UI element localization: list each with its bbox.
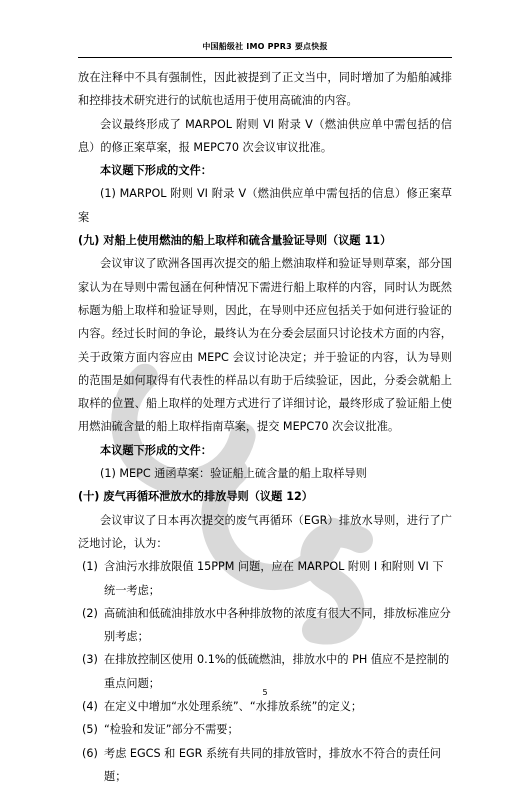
page-header: 中国船级社 IMO PPR3 要点快报 [202,42,328,51]
paragraph-sampling-guidelines: 会议审议了欧洲各国再次提交的船上燃油取样和验证导则草案，部分国家认为在导则中需包涵在何种情况下需进行船上取样的内容，同时认为既然标题为船上取样和验证导则，因此，在导则中还应包括关于如何进行验证的内容。经过长时间的争论，最终认为在分委会层面只讨论技术方面的内容，关于政策方面内容应由 MEPC 会议讨论决定；并于验证的内容，认为导则的范围是如何取得有代表性的样品以有助于后续验证，因此，分委会就船上取样的位置、船上取样的处理方式进行了详细讨论，最终形成了验证船上使用燃油硫含量的船上取样指南草案，提交 MEPC70 次会议批准。 [78,257,452,434]
list-item: (1) 含油污水排放限值 15PPM 问题，应在 MARPOL 附则 I 和附则 VI 下统一考虑； [82,560,444,597]
documents-heading: 本议题下形成的文件： [100,443,212,457]
list-item: (2) 高硫油和低硫油排放水中各种排放物的浓度有很大不同，排放标准应分别考虑； [82,606,451,644]
section-9-title: (九) 对船上使用燃油的船上取样和硫含量验证导则（议题 11） [78,234,392,248]
section-10-title: (十) 废气再循环泄放水的排放导则（议题 12） [78,490,313,504]
paragraph-amendment-summary: 会议最终形成了 MARPOL 附则 VI 附录 V（燃油供应单中需包括的信息）的修正案草案，报 MEPC70 次会议审议批准。 [78,117,452,154]
documents-heading: 本议题下形成的文件： [100,164,212,178]
paragraph-continuation: 放在注释中不具有强制性，因此被提到了正文当中，同时增加了为船舶减排和控排技术研究进行的试航也适用于使用高硫油的内容。 [78,71,452,108]
document-item: (1) MARPOL 附则 VI 附录 V（燃油供应单中需包括的信息）修正案草案 [78,187,452,224]
list-item: (3) 在排放控制区使用 0.1%的低硫燃油，排放水中的 PH 值应不是控制的重点问题； [82,653,450,690]
paragraph-egr-review: 会议审议了日本再次提交的废气再循环（EGR）排放水导则，进行了广泛地讨论，认为： [78,513,452,550]
document-body [78,66,452,788]
list-item: (5) “检验和发证”部分不需要； [82,723,239,737]
document-item: (1) MEPC 通函草案：验证船上硫含量的船上取样导则 [100,467,367,481]
header-rule [78,57,452,58]
page-number: 5 [262,688,268,697]
list-item: (6) 考虑 EGCS 和 EGR 系统有共同的排放管时，排放水不符合的责任问题； [82,746,441,783]
list-item: (4) 在定义中增加“水处理系统”、“水排放系统”的定义； [82,700,363,714]
